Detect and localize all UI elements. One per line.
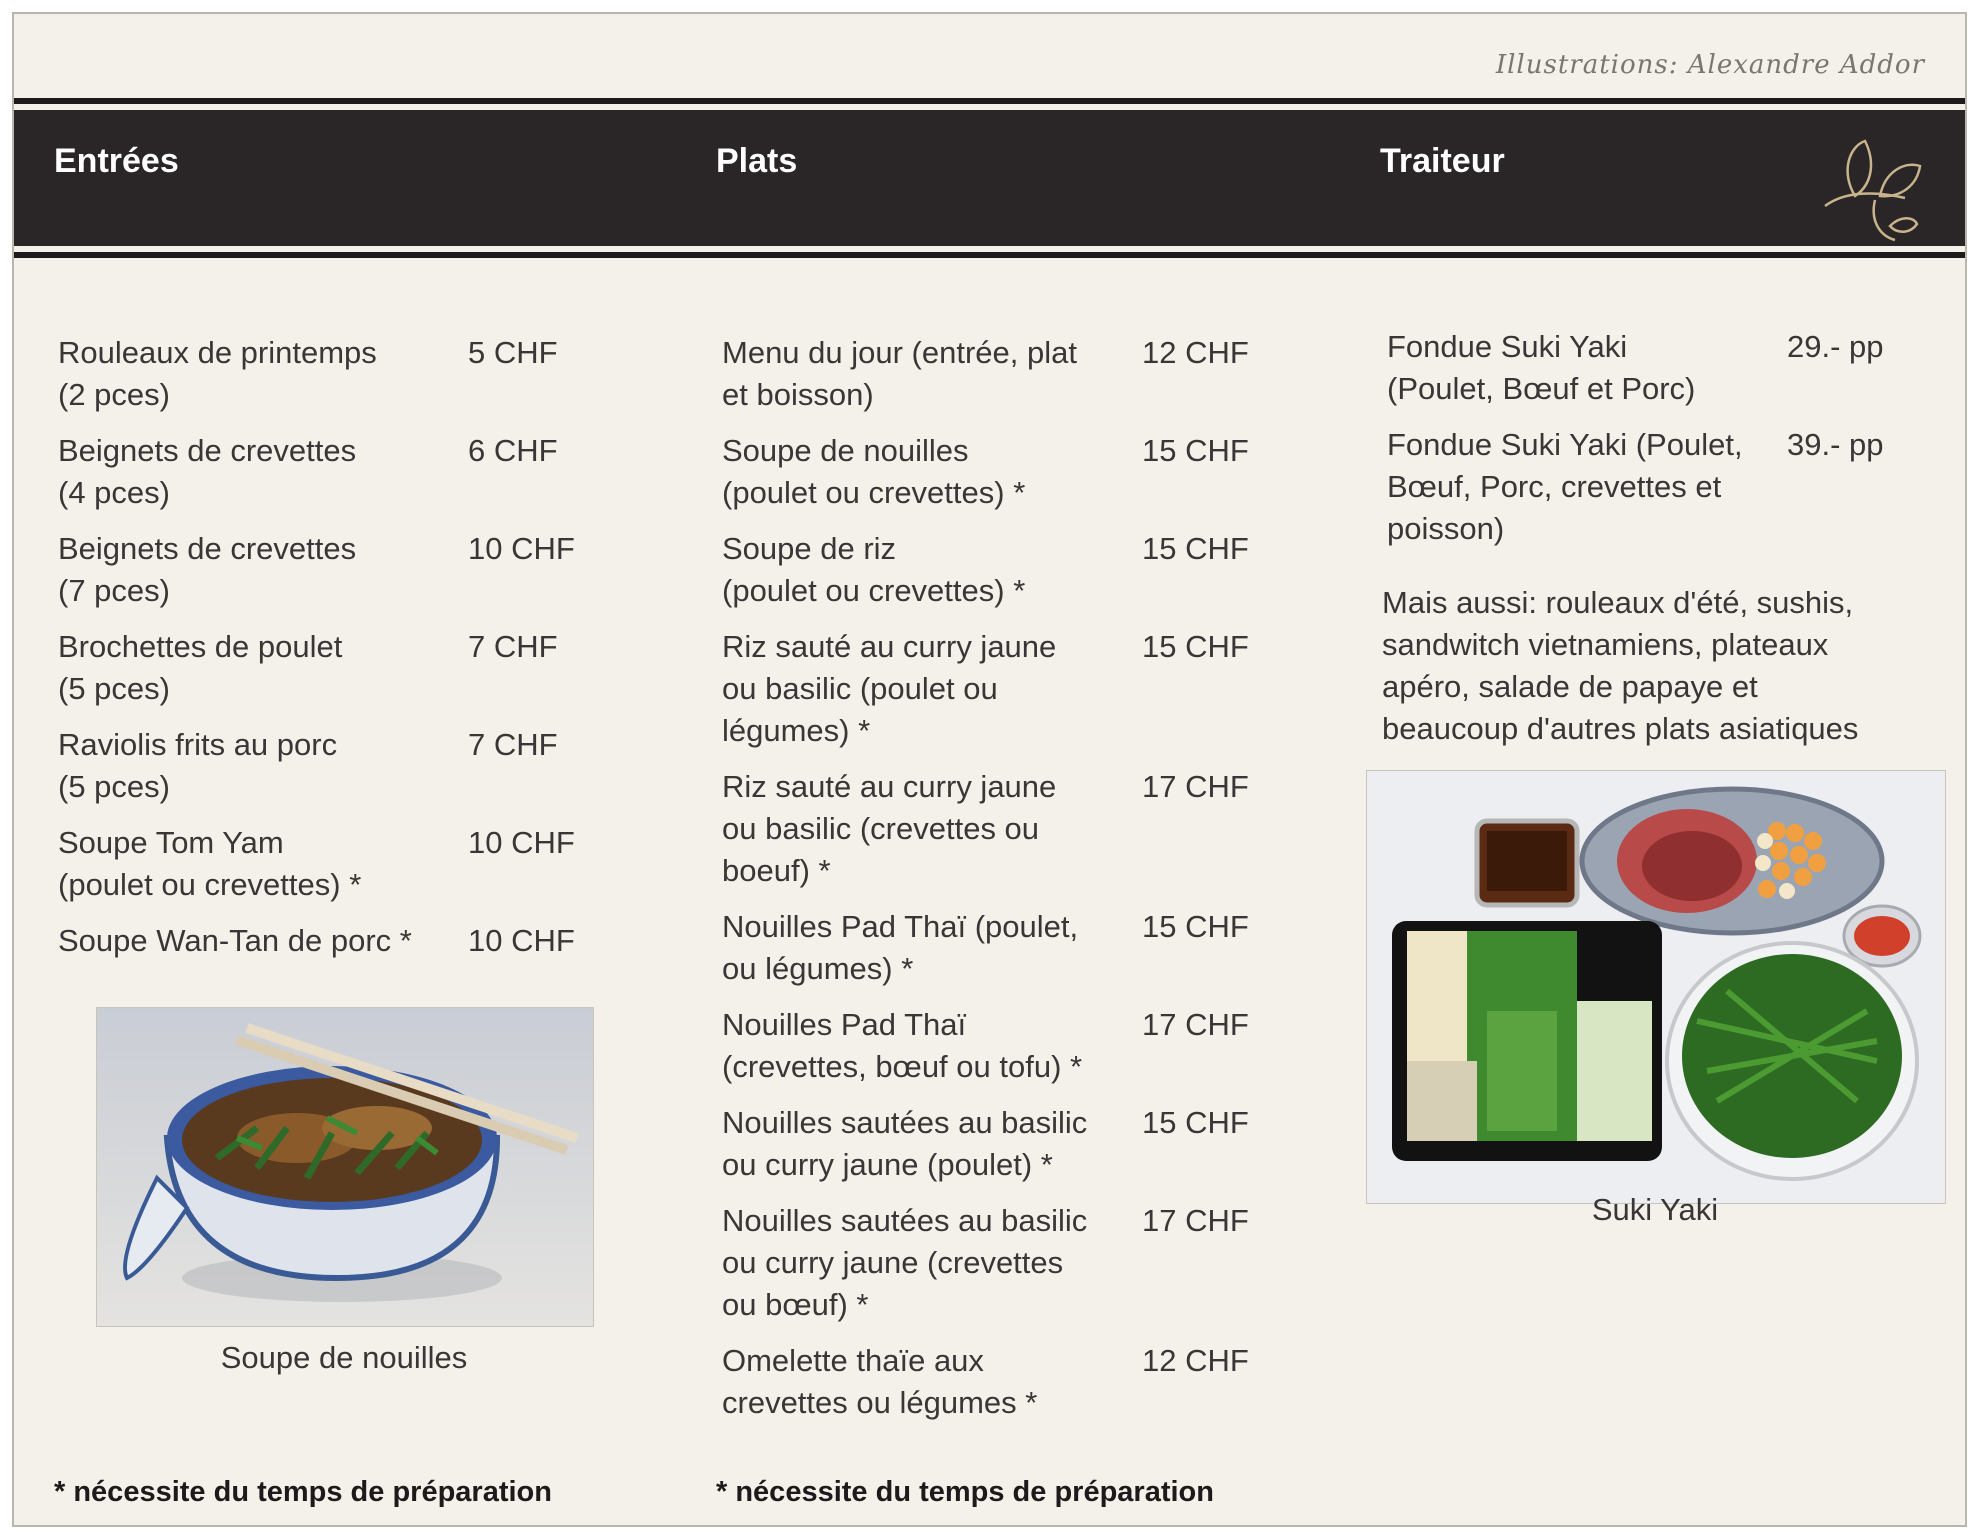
column-title-entrees: Entrées <box>54 142 179 180</box>
menu-item-name-line: (crevettes, bœuf ou tofu) * <box>722 1049 1083 1084</box>
menu-item-name-line: (poulet ou crevettes) * <box>722 573 1026 608</box>
menu-item-name-line: (2 pces) <box>58 377 170 412</box>
menu-item-name <box>58 626 342 710</box>
menu-item-name-line: Nouilles Pad Thaï (poulet, <box>722 909 1079 944</box>
menu-item-name <box>58 430 356 514</box>
menu-item-name-line: Fondue Suki Yaki (Poulet, <box>1387 427 1743 462</box>
menu-item-name-line: Nouilles sautées au basilic <box>722 1105 1088 1140</box>
menu-item-name-line: légumes) * <box>722 713 871 748</box>
menu-item-price: 7 CHF <box>468 629 558 664</box>
menu-item-name-line: Beignets de crevettes <box>58 433 357 468</box>
menu-item-name <box>58 528 356 612</box>
menu-item-name-line: Raviolis frits au porc <box>58 727 338 762</box>
traiteur-extra-line: beaucoup d'autres plats asiatiques <box>1382 711 1859 746</box>
menu-item-name <box>58 920 412 962</box>
menu-item-name <box>58 822 361 906</box>
menu-item-price: 17 CHF <box>1142 1203 1249 1238</box>
menu-item-name-line: Menu du jour (entrée, plat <box>722 335 1077 370</box>
header-band <box>14 110 1965 246</box>
menu-item-name <box>722 332 1077 416</box>
menu-item-name-line: Rouleaux de printemps <box>58 335 377 370</box>
column-title-plats: Plats <box>716 142 798 180</box>
menu-item-name-line: Bœuf, Porc, crevettes et <box>1387 469 1722 504</box>
menu-item-name-line: Soupe de nouilles <box>722 433 969 468</box>
menu-item-price: 7 CHF <box>468 727 558 762</box>
menu-item-price: 10 CHF <box>468 923 575 958</box>
menu-item-name-line: ou curry jaune (crevettes <box>722 1245 1064 1280</box>
menu-item-name-line: Omelette thaïe aux <box>722 1343 984 1378</box>
traiteur-extra-line: Mais aussi: rouleaux d'été, sushis, <box>1382 585 1854 620</box>
menu-item-name-line: ou basilic (crevettes ou <box>722 811 1040 846</box>
menu-item-price: 17 CHF <box>1142 769 1249 804</box>
menu-item-name-line: Soupe Tom Yam <box>58 825 284 860</box>
menu-item-name-line: ou curry jaune (poulet) * <box>722 1147 1053 1182</box>
menu-item-name-line: Soupe de riz <box>722 531 897 566</box>
menu-item-price: 12 CHF <box>1142 1343 1249 1378</box>
menu-item-price: 17 CHF <box>1142 1007 1249 1042</box>
menu-item-price: 10 CHF <box>468 531 575 566</box>
menu-item-price: 6 CHF <box>468 433 558 468</box>
menu-item-name-line: Nouilles Pad Thaï <box>722 1007 967 1042</box>
column-title-traiteur: Traiteur <box>1380 142 1505 180</box>
illustration-credit: Illustrations: Alexandre Addor <box>1495 50 1925 80</box>
menu-item-name <box>722 528 1025 612</box>
traiteur-extra-line: apéro, salade de papaye et <box>1382 669 1758 704</box>
menu-item-price: 29.- pp <box>1787 329 1884 364</box>
menu-item-price: 15 CHF <box>1142 629 1249 664</box>
traiteur-extra-text <box>1382 582 1942 750</box>
basil-leaf-icon <box>1805 136 1925 242</box>
menu-item-name-line: (poulet ou crevettes) * <box>722 475 1026 510</box>
menu-item-name <box>722 430 1025 514</box>
bottom-rule <box>14 252 1965 258</box>
menu-item-name <box>58 724 337 808</box>
menu-item-name <box>722 1102 1087 1186</box>
photo-caption-soupe: Soupe de nouilles <box>220 1340 468 1375</box>
menu-item-price: 5 CHF <box>468 335 558 370</box>
menu-item-name-line: Riz sauté au curry jaune <box>722 629 1057 664</box>
menu-item-name <box>1387 424 1743 550</box>
menu-item-name-line: boeuf) * <box>722 853 831 888</box>
menu-item-name-line: poisson) <box>1387 511 1505 546</box>
noodle-soup-photo <box>96 1007 594 1327</box>
menu-item-name-line: (7 pces) <box>58 573 170 608</box>
menu-item-name-line: (5 pces) <box>58 769 170 804</box>
menu-page <box>12 12 1967 1527</box>
menu-item-name <box>722 1340 1037 1424</box>
menu-item-price: 15 CHF <box>1142 1105 1249 1140</box>
menu-item-price: 12 CHF <box>1142 335 1249 370</box>
menu-item-price: 15 CHF <box>1142 531 1249 566</box>
footnote-entrees: * nécessite du temps de préparation <box>54 1476 552 1508</box>
menu-item-name <box>1387 326 1695 410</box>
menu-item-name-line: (Poulet, Bœuf et Porc) <box>1387 371 1696 406</box>
suki-yaki-photo <box>1366 770 1946 1204</box>
menu-item-name <box>722 1200 1087 1326</box>
top-rule <box>14 98 1965 104</box>
menu-item-price: 39.- pp <box>1787 427 1884 462</box>
menu-item-price: 10 CHF <box>468 825 575 860</box>
menu-item-name-line: Nouilles sautées au basilic <box>722 1203 1088 1238</box>
menu-item-name-line: ou bœuf) * <box>722 1287 869 1322</box>
menu-item-name-line: Riz sauté au curry jaune <box>722 769 1057 804</box>
menu-item-name <box>722 626 1056 752</box>
menu-item-name-line: Beignets de crevettes <box>58 531 357 566</box>
menu-item-price: 15 CHF <box>1142 909 1249 944</box>
menu-item-price: 15 CHF <box>1142 433 1249 468</box>
menu-item-name-line: Soupe Wan-Tan de porc * <box>58 923 412 958</box>
menu-item-name-line: Brochettes de poulet <box>58 629 343 664</box>
traiteur-extra-line: sandwitch vietnamiens, plateaux <box>1382 627 1829 662</box>
menu-item-name-line: (4 pces) <box>58 475 170 510</box>
menu-item-name <box>722 906 1078 990</box>
menu-item-name <box>58 332 377 416</box>
menu-item-name-line: crevettes ou légumes * <box>722 1385 1038 1420</box>
photo-caption-suki: Suki Yaki <box>1591 1192 1719 1227</box>
menu-item-name <box>722 766 1056 892</box>
menu-item-name-line: (5 pces) <box>58 671 170 706</box>
menu-item-name-line: et boisson) <box>722 377 874 412</box>
menu-item-name-line: ou légumes) * <box>722 951 914 986</box>
menu-item-name-line: ou basilic (poulet ou <box>722 671 998 706</box>
footnote-plats: * nécessite du temps de préparation <box>716 1476 1214 1508</box>
menu-item-name-line: Fondue Suki Yaki <box>1387 329 1628 364</box>
menu-item-name <box>722 1004 1082 1088</box>
menu-item-name-line: (poulet ou crevettes) * <box>58 867 362 902</box>
